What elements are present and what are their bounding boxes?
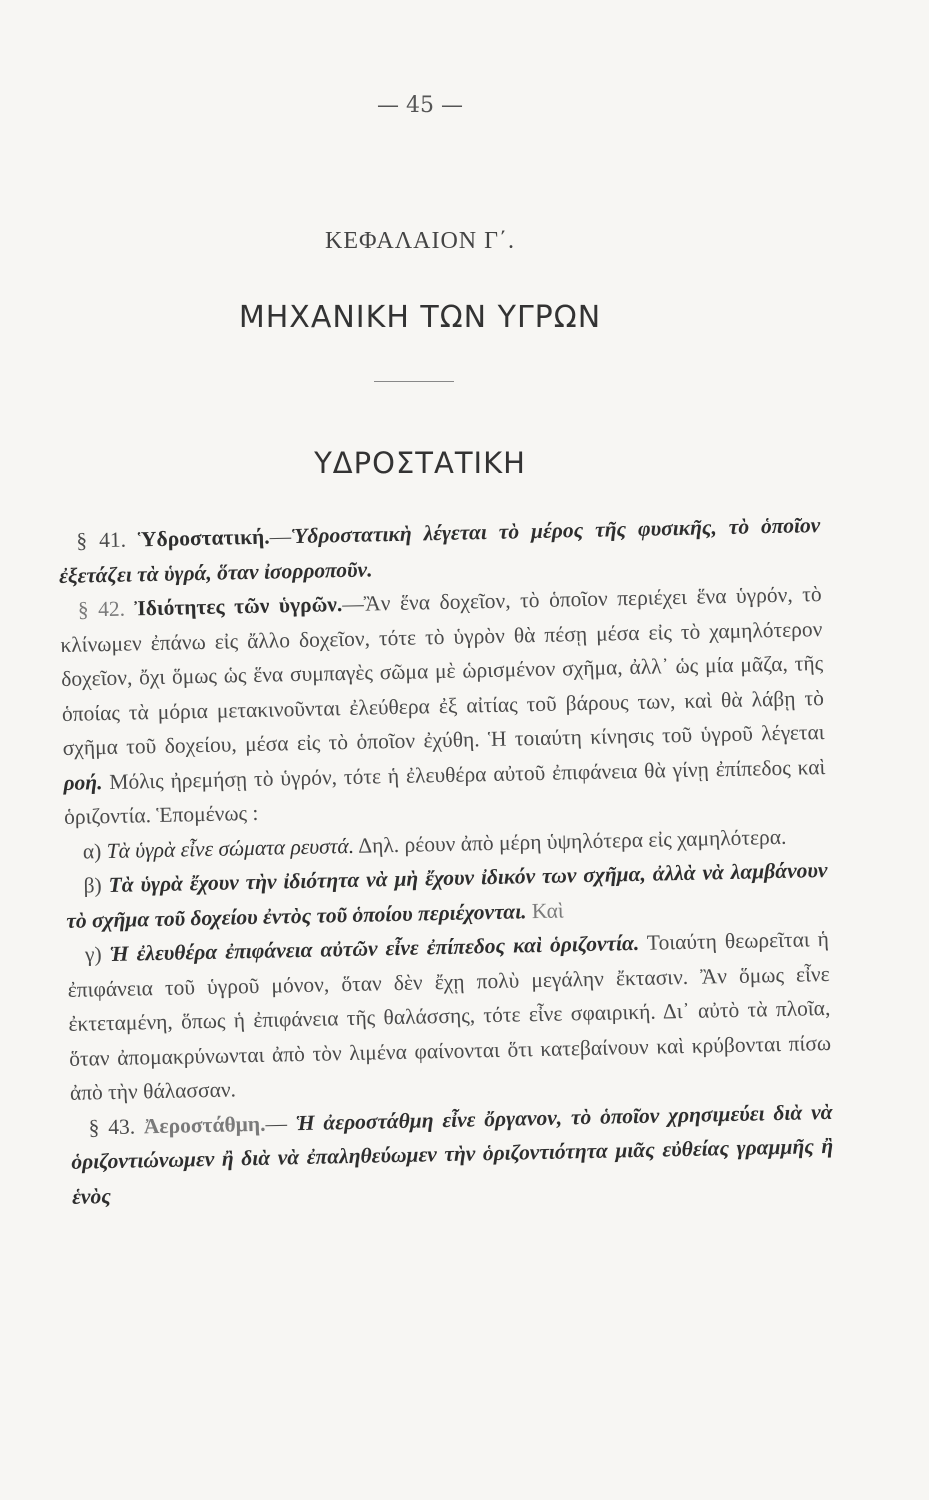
- chapter-title: ΜΗΧΑΝΙΚΗ ΤΩΝ ΥΓΡΩΝ: [238, 300, 602, 335]
- body-text: [58, 508, 834, 1214]
- page-number: — 45 —: [377, 93, 463, 118]
- list-label: γ): [84, 942, 102, 967]
- paragraph-number: § 41.: [76, 527, 127, 553]
- term-flow: ροή.: [63, 769, 103, 795]
- paragraph-text: —Ἂν ἕνα δοχεῖον, τὸ ὁποῖον περιέχει ἕνα ὑγρόν, τὸ κλίνωμεν ἐπάνω εἰς ἄλλο δοχεῖον, τότε τὸ ὑγρὸν θὰ πέσῃ μέσα εἰς τὸ χαμηλότερον δοχεῖον, ὄχι ὅμως ὡς ἕνα συμπαγὲς σῶμα μὲ ὡρισμένον σχῆμα, ἀλλ᾽ ὡς μία μᾶζα, τῆς ὁποίας τὰ μόρια μετακινοῦνται ἐλεύθερα ἐξ αἰτίας τοῦ βάρους των, καὶ θὰ λάβῃ τὸ σχῆμα τοῦ δοχείου, μέσα εἰς τὸ ὁποῖον ἐχύθη. Ἡ τοιαύτη κίνησις τοῦ ὑγροῦ λέγεται: [60, 582, 825, 760]
- section-title: ΥΔΡΟΣΤΑΤΙΚΗ: [314, 446, 526, 480]
- paragraph-number: § 42.: [77, 596, 126, 622]
- definition: Ἡ ἀεροστάθμη εἶνε ὄργανον, τὸ ὁποῖον χρησιμεύει διὰ νὰ ὁριζοντιώνωμεν ἢ διὰ νὰ ἐπαληθεύωμεν τὴν ὁριζοντιότητα μιᾶς εὐθείας γραμμῆς ἢ ἑνὸς: [71, 1099, 834, 1209]
- list-emphasis: Ἡ ἐλευθέρα ἐπιφάνεια αὐτῶν εἶνε ἐπίπεδος καὶ ὁριζοντία.: [109, 930, 640, 967]
- paragraph-number: § 43.: [88, 1114, 136, 1139]
- paragraph-43: [70, 1094, 834, 1213]
- divider-rule: [374, 381, 454, 382]
- paragraph-42: [59, 577, 826, 834]
- dash: —: [269, 524, 292, 549]
- chapter-heading: ΚΕΦΑΛΑΙΟΝ Γ΄.: [325, 228, 515, 254]
- list-label: α): [82, 838, 102, 864]
- list-text: Καὶ: [531, 897, 564, 923]
- definition: Ὑδροστατικὴ λέγεται τὸ μέρος τῆς φυσικῆς, τὸ ὁποῖον ἐξετάζει τὰ ὑγρά, ὅταν ἰσορροποῦν.: [58, 513, 821, 588]
- dash: —: [265, 1110, 288, 1136]
- paragraph-heading: Ἀεροστάθμη.: [143, 1111, 266, 1138]
- list-text: Δηλ. ρέουν ἀπὸ μέρη ὑψηλότερα εἰς χαμηλότερα.: [357, 824, 787, 858]
- list-label: β): [83, 873, 102, 898]
- paragraph-text: Μόλις ἠρεμήσῃ τὸ ὑγρόν, τότε ἡ ἐλευθέρα αὐτοῦ ἐπιφάνεια θὰ γίνῃ ἐπίπεδος καὶ ὁριζοντία. Ἑπομένως :: [63, 754, 826, 829]
- list-emphasis: Τὰ ὑγρὰ ἔχουν τὴν ἰδιότητα νὰ μὴ ἔχουν ἰδικόν των σχῆμα, ἀλλὰ νὰ λαμβάνουν τὸ σχῆμα τοῦ δοχείου ἐντὸς τοῦ ὁποίου περιέχονται.: [66, 857, 828, 933]
- list-emphasis: Τὰ ὑγρὰ εἶνε σώματα ρευστά.: [106, 833, 355, 863]
- list-item-c: [67, 922, 832, 1110]
- list-text: Τοιαύτη θεωρεῖται ἡ ἐπιφάνεια τοῦ ὑγροῦ μόνον, ὅταν δὲν ἔχῃ πολὺ μεγάλην ἔκτασιν. Ἂν ὅμως εἶνε ἐκτεταμένη, ὅπως ἡ ἐπιφάνεια τῆς θαλάσσης, τότε εἶνε σφαιρική. Δι᾽ αὐτὸ τὰ πλοῖα, ὅταν ἀπομακρύνωνται ἀπὸ τὸν λιμένα φαίνονται ὅτι κατεβαίνουν καὶ κρύβονται πίσω ἀπὸ τὴν θάλασσαν.: [67, 926, 832, 1105]
- paragraph-heading: Ἰδιότητες τῶν ὑγρῶν.: [134, 592, 343, 621]
- paragraph-heading: Ὑδροστατική.: [137, 524, 270, 552]
